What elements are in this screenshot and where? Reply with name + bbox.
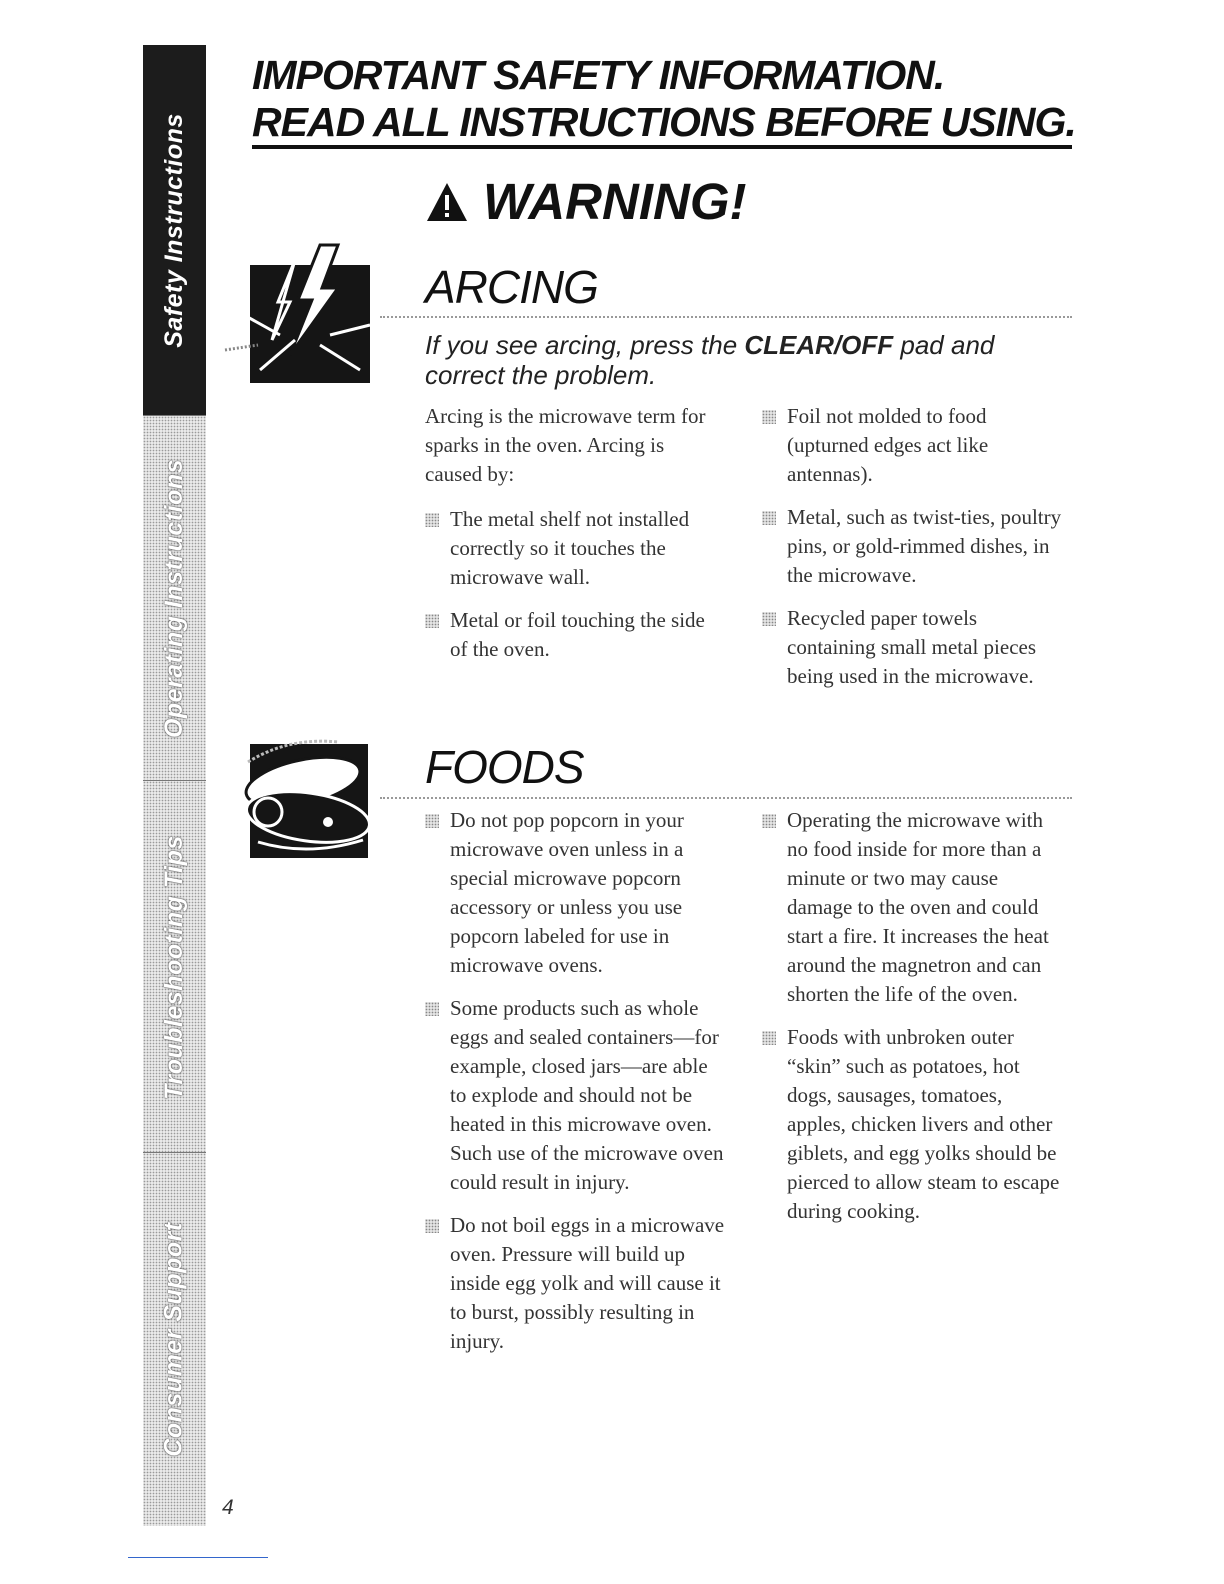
list-item-text: Foods with unbroken outer “skin” such as potatoes, hot dogs, sausages, tomatoes, apples, chicken livers and other giblets, and egg yolks should be pierced to allow steam to escape during cooking. (787, 1025, 1060, 1223)
bullet-icon (762, 1031, 776, 1045)
list-item (425, 606, 725, 664)
arcing-lightning-icon (220, 240, 380, 390)
tab-label: Troubleshooting Tips (160, 834, 189, 1100)
list-item-text: Foil not molded to food (upturned edges act like antennas). (787, 404, 989, 486)
list-item-text: Operating the microwave with no food inside for more than a minute or two may cause damage to the oven and could start a fire. It increases the heat around the magnetron and can shorten the life of the oven. (787, 808, 1049, 1006)
arcing-subhead (425, 330, 1065, 390)
bullet-icon (425, 814, 439, 828)
subhead-text: pad and correct the problem. (425, 330, 995, 390)
warning-banner (425, 172, 746, 231)
bullet-icon (425, 1219, 439, 1233)
tab-label: Safety Instructions (160, 112, 188, 348)
list-item (762, 604, 1062, 691)
list-item-text: The metal shelf not installed correctly so it touches the microwave wall. (450, 507, 690, 589)
arcing-divider (380, 316, 1072, 318)
list-item-text: Some products such as whole eggs and sealed containers—for example, closed jars—are able to explode and should not be heated in this microwave oven. Such use of the microwave oven could result in injury. (450, 996, 724, 1194)
arcing-right-column (762, 402, 1062, 705)
page-number: 4 (222, 1496, 234, 1519)
foods-right-column (762, 806, 1062, 1240)
foods-title: FOODS (425, 741, 584, 793)
header-divider (252, 145, 1072, 149)
list-item (762, 503, 1062, 590)
list-item (425, 505, 725, 592)
list-item (425, 1211, 725, 1356)
header-line-2: READ ALL INSTRUCTIONS BEFORE USING. (252, 99, 1076, 145)
list-item (425, 806, 725, 980)
subhead-text: If you see arcing, press the (425, 330, 745, 360)
tab-troubleshooting-tips[interactable] (143, 780, 206, 1153)
list-item (762, 806, 1062, 1009)
foods-divider (380, 797, 1072, 799)
bullet-icon (762, 410, 776, 424)
clear-off-pad-label: CLEAR/OFF (744, 330, 894, 360)
bullet-icon (425, 614, 439, 628)
tab-consumer-support[interactable] (143, 1152, 206, 1526)
bullet-icon (425, 513, 439, 527)
list-item (762, 402, 1062, 489)
tab-operating-instructions[interactable] (143, 415, 206, 781)
header-line-1: IMPORTANT SAFETY INFORMATION. (252, 52, 945, 98)
list-item-text: Do not pop popcorn in your microwave oven unless in a special microwave popcorn accessory or unless you use popcorn labeled for use in microwave ovens. (450, 808, 684, 977)
arcing-intro: Arcing is the microwave term for sparks in the oven. Arcing is caused by: (425, 404, 706, 486)
list-item-text: Metal, such as twist-ties, poultry pins, or gold-rimmed dishes, in the microwave. (787, 505, 1062, 587)
page-header (252, 52, 1076, 146)
tab-safety-instructions[interactable] (143, 45, 206, 415)
footer-rule (128, 1557, 268, 1558)
bullet-icon (762, 612, 776, 626)
bullet-icon (425, 1002, 439, 1016)
bullet-icon (762, 814, 776, 828)
bullet-icon (762, 511, 776, 525)
warning-triangle-icon (425, 180, 469, 224)
tab-label: Consumer Support (160, 1222, 188, 1457)
list-item (762, 1023, 1062, 1226)
tab-label: Operating Instructions (160, 458, 188, 739)
foods-hotdog-icon (228, 722, 378, 862)
arcing-left-column (425, 402, 725, 678)
list-item-text: Recycled paper towels containing small metal pieces being used in the microwave. (787, 606, 1037, 688)
side-tab-strip (143, 45, 206, 1525)
arcing-title: ARCING (425, 261, 598, 313)
list-item (425, 994, 725, 1197)
list-item-text: Do not boil eggs in a microwave oven. Pressure will build up inside egg yolk and will cause it to burst, possibly resulting in injury. (450, 1213, 725, 1353)
list-item-text: Metal or foil touching the side of the oven. (450, 608, 705, 661)
warning-title: WARNING! (483, 173, 747, 230)
foods-left-column (425, 806, 725, 1370)
